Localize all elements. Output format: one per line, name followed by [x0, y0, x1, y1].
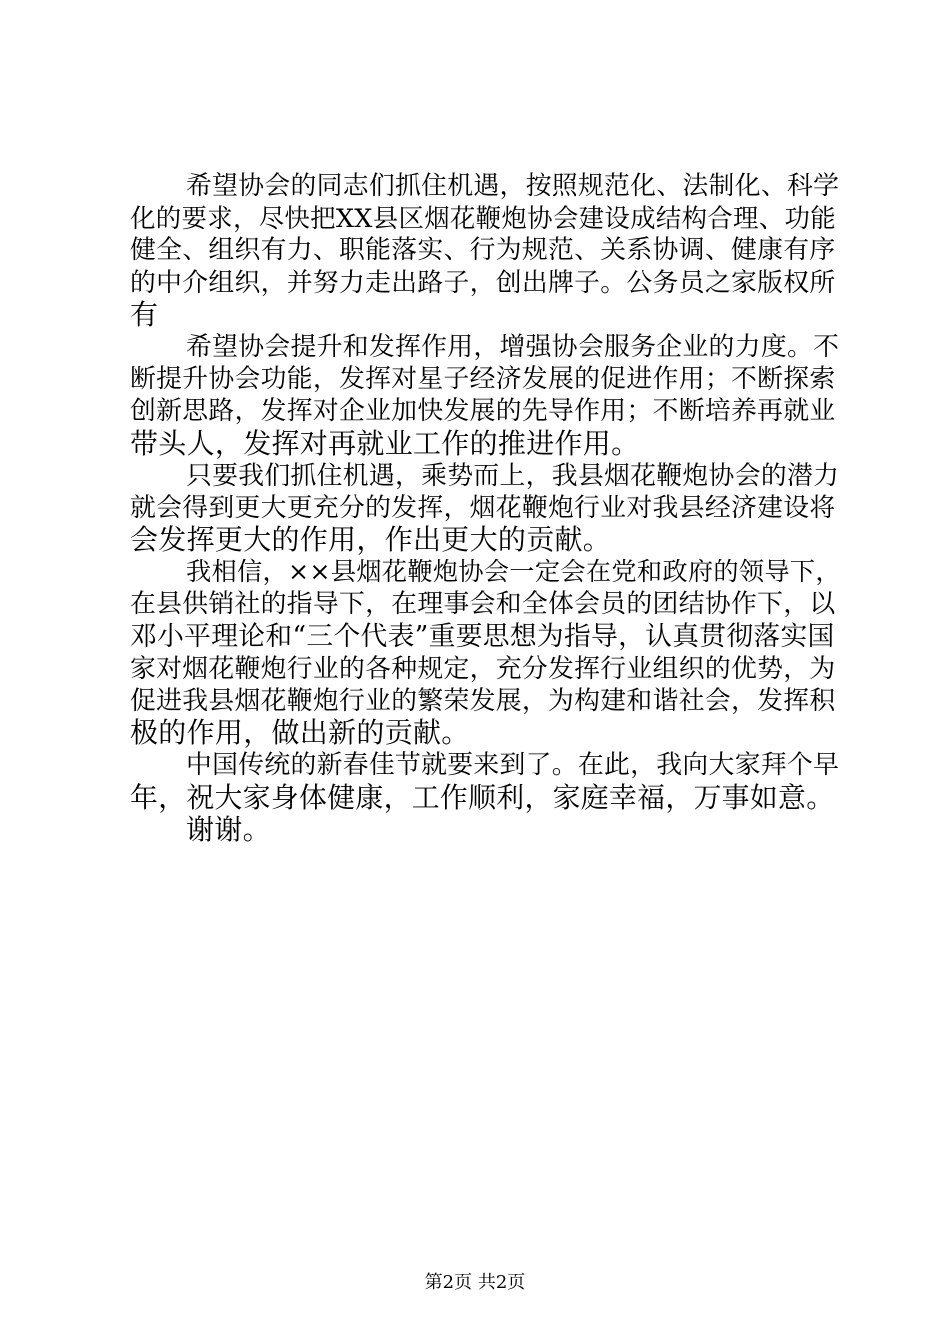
paragraph	[130, 814, 835, 846]
paragraph	[130, 170, 840, 331]
text-line: 健全、组织有力、职能落实、行为规范、关系协调、健康有序	[130, 235, 836, 266]
text-line: 断提升协会功能，发挥对星子经济发展的促进作用；不断探索	[130, 364, 836, 395]
text-line: 我相信，××县烟花鞭炮协会一定会在党和政府的领导下，	[186, 557, 841, 587]
paragraph	[130, 331, 840, 460]
text-line: 带头人，发挥对再就业工作的推进作用。	[130, 426, 640, 460]
text-line: 谢谢。	[186, 812, 271, 846]
text-line: 创新思路，发挥对企业加快发展的先导作用；不断培养再就业	[130, 396, 836, 427]
text-line: 在县供销社的指导下，在理事会和全体会员的团结协作下，以	[130, 589, 836, 620]
text-line: 希望协会的同志们抓住机遇，按照规范化、法制化、科学	[186, 171, 840, 201]
paragraph	[130, 556, 841, 750]
text-line: 促进我县烟花鞭炮行业的繁荣发展，为构建和谐社会，发挥积	[130, 686, 836, 716]
text-line: 会发挥更大的作用，作出更大的贡献。	[130, 523, 612, 557]
text-line: 极的作用，做出新的贡献。	[130, 716, 470, 750]
text-line: 邓小平理论和“三个代表”重要思想为指导，认真贯彻落实国	[130, 620, 835, 652]
page-number-footer: 第2页 共2页	[424, 1272, 526, 1293]
text-line: 中国传统的新春佳节就要来到了。在此，我向大家拜个早	[186, 750, 840, 781]
text-line: 的中介组织，并努力走出路子，创出牌子。公务员之家版权所	[130, 267, 836, 298]
text-line: 只要我们抓住机遇，乘势而上，我县烟花鞭炮协会的潜力	[186, 460, 840, 491]
text-line: 有	[130, 297, 159, 331]
paragraph	[130, 749, 840, 814]
text-line: 希望协会提升和发挥作用，增强协会服务企业的力度。不	[186, 331, 840, 362]
text-line: 年，祝大家身体健康，工作顺利，家庭幸福，万事如意。	[130, 780, 835, 814]
document-body	[130, 170, 841, 846]
text-line: 就会得到更大更充分的发挥，烟花鞭炮行业对我县经济建设将	[130, 492, 836, 523]
text-line: 家对烟花鞭炮行业的各种规定，充分发挥行业组织的优势，为	[130, 653, 836, 684]
text-line: 化的要求，尽快把XX县区烟花鞭炮协会建设成结构合理、功能	[130, 203, 836, 234]
paragraph	[130, 460, 840, 557]
